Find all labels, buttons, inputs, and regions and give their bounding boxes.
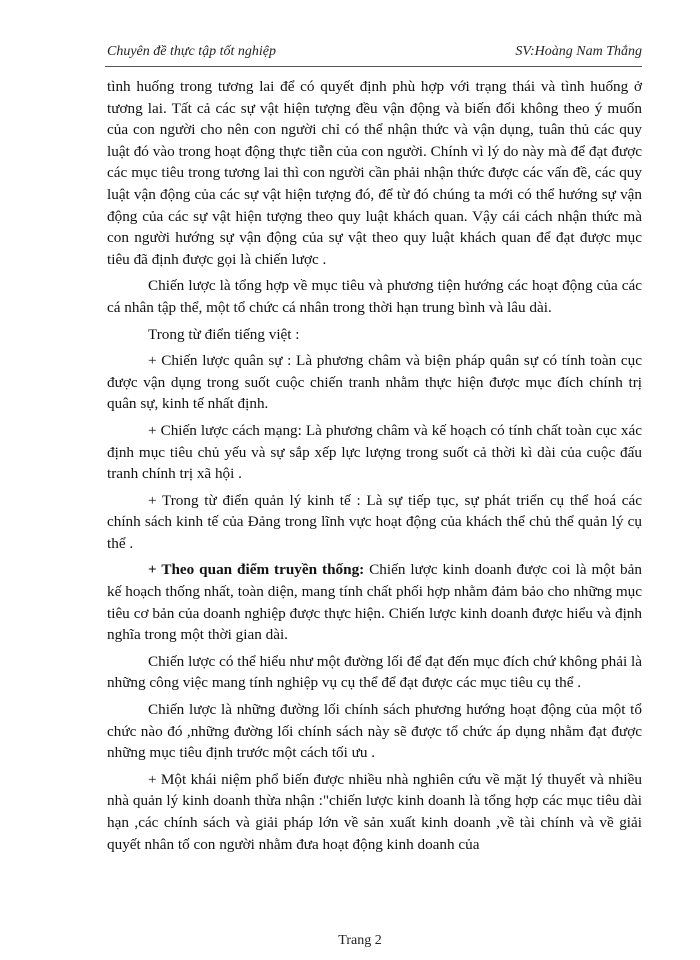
page-footer	[0, 933, 700, 949]
paragraph-revolution-strategy: + Chiến lược cách mạng: Là phương châm và kế hoạch có tính chất toàn cục xác định mục tiêu chủ yếu và sự sắp xếp lực lượng trong suốt cả thời kì dài của cuộc đấu tranh chính trị xã hội .	[107, 421, 642, 483]
body-text	[107, 76, 642, 860]
paragraph-common-concept: + Một khái niệm phổ biến được nhiều nhà nghiên cứu về mặt lý thuyết và nhiều nhà quản lý kinh doanh thừa nhận :"chiến lược kinh doanh là tổng hợp các mục tiêu dài hạn ,các chính sách và giải pháp lớn về sản xuất kinh doanh ,về tài chính và về giải quyết nhân tố con người nhằm đưa hoạt động kinh doanh của	[107, 770, 642, 853]
header-title: Chuyên đề thực tập tốt nghiệp	[107, 44, 276, 59]
paragraph-continuation: tình huống trong tương lai để có quyết định phù hợp với trạng thái và tình huống ở tương lai. Tất cả các sự vật hiện tượng đều vận động và biến đổi không theo ý muốn của con người cho nên con người chỉ có thể nhận thức và vận dụng, tuân thủ các quy luật đó vào trong hoạt động thực tiễn của con người. Chính vì lý do này mà để đạt được các mục tiêu trong tương lai thì con người cần phải nhận thức được các vấn đề, các quy luật vận động của các sự vật hiện tượng đó, để từ đó chúng ta mới có thể hướng sự vận động của các sự vật hiện tượng theo quy luật khách quan. Vậy cái cách nhận thức mà con người hướng sự vận động của sự vật theo quy luật khách quan để đạt được mục tiêu đã định được gọi là chiến lược .	[107, 78, 642, 268]
paragraph-dictionary-intro: Trong từ điển tiếng việt :	[148, 325, 300, 343]
traditional-view-heading: + Theo quan điểm truyền thống:	[148, 561, 365, 579]
traditional-view-text: Chiến lược kinh doanh được coi là một bản kế hoạch thống nhất, toàn diện, mang tính chất phối hợp nhằm đảm bảo cho những mục tiêu cơ bản của doanh nghiệp được thực hiện. Chiến lược kinh doanh được hiểu và định nghĩa trong một thời gian dài.	[107, 561, 642, 644]
header-author: SV:Hoàng Nam Thắng	[515, 44, 642, 59]
page-header	[107, 44, 642, 66]
paragraph-policy: Chiến lược là những đường lối chính sách phương hướng hoạt động của một tổ chức nào đó ,những đường lối chính sách này sẽ được tổ chức áp dụng nhằm đạt được những mục tiêu định trước một cách tối ưu .	[107, 701, 642, 762]
paragraph-path: Chiến lược có thể hiểu như một đường lối để đạt đến mục đích chứ không phải là những công việc mang tính nghiệp vụ cụ thể để đạt được các mục tiêu cụ thể .	[107, 652, 642, 692]
page-number: Trang 2	[338, 933, 382, 948]
paragraph-military-strategy: + Chiến lược quân sự : Là phương châm và biện pháp quân sự có tính toàn cục được vận dụng trong suốt cuộc chiến tranh nhằm thực hiện được mục đích chính trị quân sự, kinh tế nhất định.	[107, 352, 642, 413]
paragraph-traditional-view	[107, 559, 642, 645]
header-rule	[105, 66, 642, 67]
paragraph-definition: Chiến lược là tổng hợp về mục tiêu và phương tiện hướng các hoạt động của các cá nhân tập thể, một tổ chức cá nhân trong thời hạn trung bình và lâu dài.	[107, 277, 642, 316]
paragraph-economic-dictionary: + Trong từ điển quản lý kinh tế : Là sự tiếp tục, sự phát triển cụ thể hoá các chính sách kinh tế của Đảng trong lĩnh vực hoạt động của khách thể chủ thể quản lý cụ thể .	[107, 491, 642, 552]
